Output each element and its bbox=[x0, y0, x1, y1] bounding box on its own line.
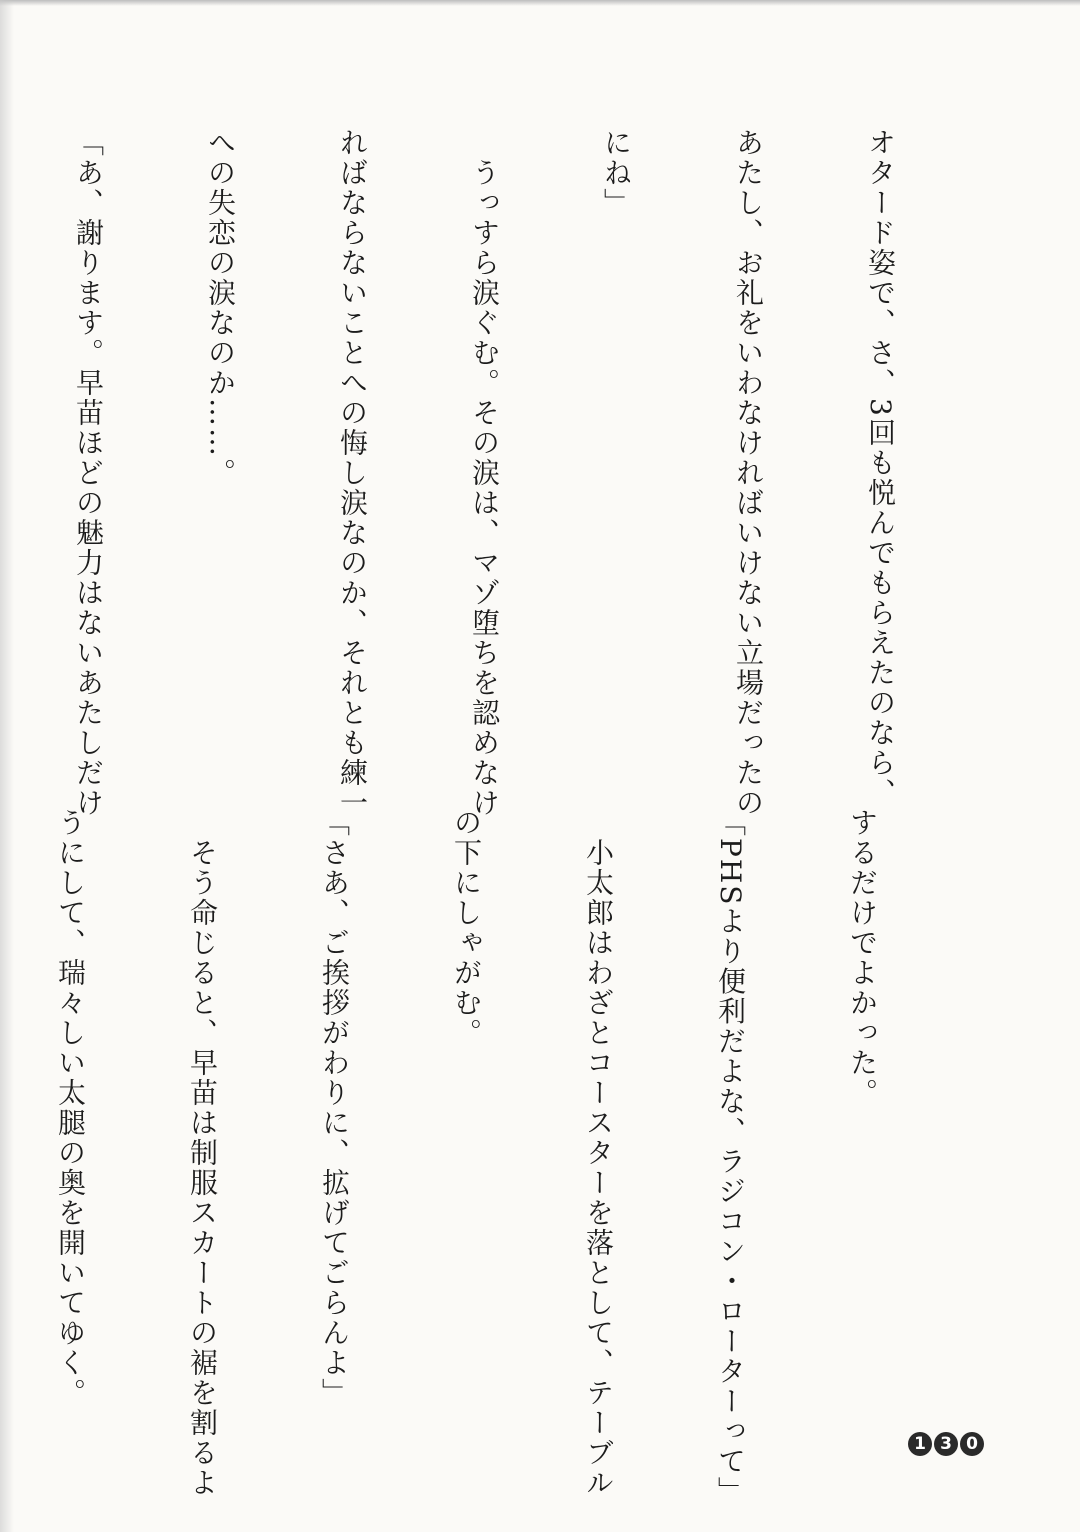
lower-text-block bbox=[54, 808, 972, 1507]
text-line: ればならないことへの悔し涙なのか、それとも練一 bbox=[336, 128, 369, 818]
page-number bbox=[908, 1432, 984, 1456]
page-number-digit: 0 bbox=[960, 1432, 984, 1456]
text-line: にね」 bbox=[600, 128, 633, 218]
page-number-digit: 3 bbox=[934, 1432, 958, 1456]
text-line: 「PHSより便利だよな、ラジコン・ローターって」 bbox=[714, 808, 747, 1507]
text-line: への失恋の涙なのか……。 bbox=[204, 128, 237, 488]
text-line: うにして、瑞々しい太腿の奥を開いてゆく。 bbox=[54, 808, 87, 1408]
text-line: オタード姿で、さ、3回も悦んでもらえたのなら、 bbox=[864, 128, 897, 808]
text-line: するだけでよかった。 bbox=[846, 808, 879, 1108]
text-line: そう命じると、早苗は制服スカートの裾を割るよ bbox=[186, 808, 219, 1498]
text-line: 小太郎はわざとコースターを落として、テーブル bbox=[582, 808, 615, 1498]
text-line: の下にしゃがむ。 bbox=[450, 808, 483, 1048]
text-line: うっすら涙ぐむ。その涙は、マゾ堕ちを認めなけ bbox=[468, 128, 501, 818]
page-number-digit: 1 bbox=[908, 1432, 932, 1456]
upper-text-block bbox=[72, 128, 990, 818]
text-line: あたし、お礼をいわなければいけない立場だったの bbox=[732, 128, 765, 818]
text-line: 「さあ、ご挨拶がわりに、拡げてごらんよ」 bbox=[318, 808, 351, 1408]
page-top-edge bbox=[0, 0, 1080, 6]
text-line: 「あ、謝ります。早苗ほどの魅力はないあたしだけ bbox=[72, 128, 105, 818]
